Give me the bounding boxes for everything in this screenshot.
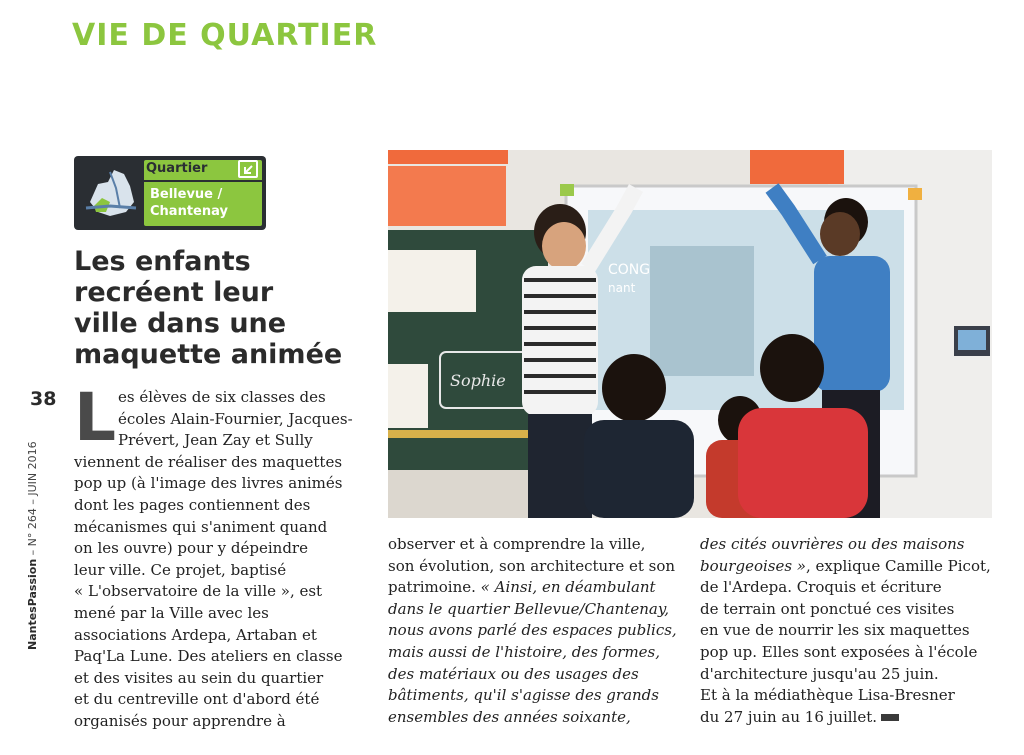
text-line (700, 707, 1000, 729)
quote-line: des cités ouvrières ou des maisons (700, 535, 965, 553)
quote-line: des matériaux ou des usages des (388, 664, 639, 683)
quote-fragment: bourgeoises » (700, 556, 806, 575)
arrow-corner-icon (238, 160, 258, 178)
end-of-article-mark (881, 714, 899, 721)
text-line: en vue de nourrir les six maquettes (700, 621, 970, 640)
quote-line: mais aussi de l'histoire, des formes, (388, 642, 661, 661)
map-icon (80, 162, 140, 224)
text-fragment: patrimoine. (388, 578, 481, 597)
headline-line: maquette animée (74, 339, 343, 370)
dropcap: L (74, 379, 117, 456)
article-column-3 (700, 534, 1000, 728)
text-line (700, 556, 1000, 578)
text-fragment: du 27 juin au 16 juillet. (700, 707, 878, 726)
text-line: dont les pages contiennent des (74, 495, 311, 514)
text-line: observer et à comprendre la ville, (388, 535, 646, 553)
article-column-2 (388, 534, 688, 728)
text-line: de terrain ont ponctué ces visites (700, 599, 955, 618)
badge-district (150, 186, 228, 220)
headline-line: Les enfants (74, 246, 251, 277)
article-photo (388, 150, 992, 518)
note-text: Sophie (450, 371, 506, 390)
text-line: écoles Alain-Fournier, Jacques- (118, 409, 353, 428)
section-title: VIE DE QUARTIER (72, 18, 378, 53)
magazine-issue-tag (26, 441, 39, 650)
district-line-2: Chantenay (150, 204, 228, 219)
text-line: mené par la Ville avec les (74, 603, 269, 622)
quote-line: bâtiments, qu'il s'agisse des grands (388, 686, 659, 705)
quote-line: ensembles des années soixante, (388, 707, 631, 726)
text-line: de l'Ardepa. Croquis et écriture (700, 578, 942, 597)
text-line (388, 577, 688, 599)
text-line: Et à la médiathèque Lisa-Bresner (700, 686, 955, 705)
article-column-1 (74, 379, 374, 733)
text-line: mécanismes qui s'animent quand (74, 517, 328, 536)
text-line: pop up. Elles sont exposées à l'école (700, 642, 978, 661)
board-word: nant (608, 281, 636, 295)
quote-fragment: « Ainsi, en déambulant (480, 578, 656, 597)
headline-line: ville dans une (74, 308, 287, 339)
text-fragment: , explique Camille Picot, (806, 556, 991, 575)
text-line: Paq'La Lune. Des ateliers en classe (74, 647, 343, 666)
district-badge (74, 156, 266, 230)
text-line: leur ville. Ce projet, baptisé (74, 560, 287, 579)
quote-line: dans le quartier Bellevue/Chantenay, (388, 599, 670, 618)
issue-info: – N° 264 – JUIN 2016 (26, 441, 39, 556)
classroom-photo-illustration (388, 150, 992, 518)
text-line: es élèves de six classes des (118, 388, 326, 406)
text-line: Prévert, Jean Zay et Sully (118, 431, 313, 450)
magazine-name: NantesPassion (26, 558, 39, 650)
quote-line: nous avons parlé des espaces publics, (388, 621, 677, 640)
text-line: et des visites au sein du quartier (74, 668, 324, 687)
text-line: on les ouvre) pour y dépeindre (74, 539, 308, 558)
page-number: 38 (30, 388, 57, 410)
text-line: organisés pour apprendre à (74, 711, 286, 730)
text-line: et du centreville ont d'abord été (74, 690, 320, 709)
board-word: CONG (608, 262, 651, 278)
text-line: pop up (à l'image des livres animés (74, 474, 343, 493)
text-line: « L'observatoire de la ville », est (74, 582, 323, 601)
text-line: d'architecture jusqu'au 25 juin. (700, 664, 939, 683)
text-line: associations Ardepa, Artaban et (74, 625, 317, 644)
headline-line: recréent leur (74, 277, 274, 308)
article-headline (74, 246, 374, 370)
text-line: son évolution, son architecture et son (388, 556, 676, 575)
badge-divider (144, 180, 262, 182)
badge-category: Quartier (146, 161, 208, 176)
district-line-1: Bellevue / (150, 187, 223, 202)
text-line: viennent de réaliser des maquettes (74, 452, 343, 471)
